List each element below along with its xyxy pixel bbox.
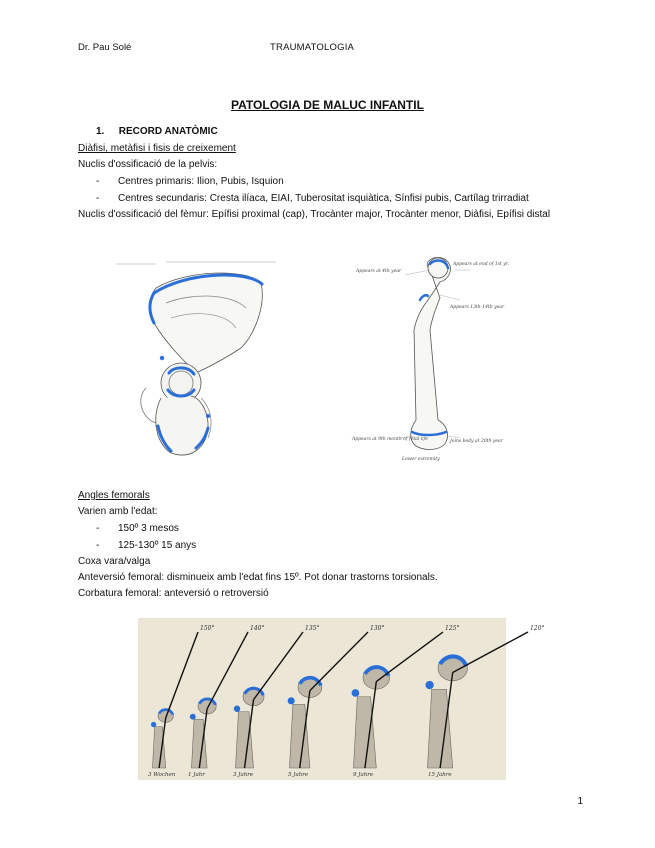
bullet-text: Centres secundaris: Cresta ilíaca, EIAI, Tuberositat isquiàtica, Sínfisi pubis, Cartílag trirradiat	[118, 193, 529, 204]
age-label: 15 Jahre	[428, 772, 452, 778]
header-subject: TRAUMATOLOGIA	[270, 42, 355, 53]
section-heading	[96, 126, 218, 137]
bullet-dash: -	[96, 540, 100, 551]
bullet-text: Centres primaris: Ilion, Pubis, Isquion	[118, 176, 284, 187]
angle-label: 135°	[305, 625, 320, 632]
femur-ossification-text: Nuclis d'ossificació del fèmur: Epífisi proximal (cap), Trocànter major, Trocànter menor, Diàfisi, Epífisi distal	[78, 209, 551, 220]
femoral-angles-illustration	[138, 618, 545, 780]
angles-intro: Varien amb l'edat:	[78, 506, 158, 517]
angle-label: 120°	[530, 625, 545, 632]
bullet-dash: -	[96, 176, 100, 187]
bullet-dash: -	[96, 523, 100, 534]
pelvis-illustration	[96, 248, 296, 463]
age-label: 9 Jahre	[353, 772, 374, 778]
age-label: 3 Jahre	[233, 772, 254, 778]
corbatura-line: Corbatura femoral: anteversió o retroversió	[78, 588, 269, 599]
angle-label: 130°	[370, 625, 385, 632]
femur-illustration	[350, 250, 510, 465]
age-label: 3 Wochen	[148, 772, 176, 778]
section-number: 1.	[96, 126, 105, 137]
femur-label: Appears at 9th month of fetal life	[352, 437, 428, 442]
angle-label: 140°	[250, 625, 265, 632]
bullet-text: 125-130º 15 anys	[118, 540, 197, 551]
coxa-line: Coxa vara/valga	[78, 556, 151, 567]
femur-label: Lower extremity	[402, 457, 440, 462]
angle-label: 125°	[445, 625, 460, 632]
age-label: 1 Jahr	[188, 772, 205, 778]
pelvis-intro: Nuclis d'ossificació de la pelvis:	[78, 159, 218, 170]
section-title: RECORD ANATÒMIC	[118, 126, 218, 137]
bullet-text: 150º 3 mesos	[118, 523, 179, 534]
bullet-dash: -	[96, 193, 100, 204]
angle-label: 150°	[200, 625, 215, 632]
age-label: 5 Jahre	[288, 772, 309, 778]
header-author: Dr. Pau Solé	[78, 42, 132, 53]
anteversio-line: Anteversió femoral: disminueix amb l'edat fins 15º. Pot donar trastorns torsionals.	[78, 572, 438, 583]
subtitle-angles: Angles femorals	[78, 490, 150, 501]
femur-label: Appears at end of 1st yr.	[453, 262, 509, 267]
page-number: 1	[577, 796, 583, 807]
femur-label: Appears 13th-14th year	[450, 305, 505, 310]
subtitle-diafisi: Diàfisi, metàfisi i fisis de creixement	[78, 143, 236, 154]
femur-label: Appears at 4th year	[356, 269, 402, 274]
femur-label: Joins body at 20th year	[450, 439, 503, 444]
page-title: PATOLOGIA DE MALUC INFANTIL	[231, 98, 424, 112]
